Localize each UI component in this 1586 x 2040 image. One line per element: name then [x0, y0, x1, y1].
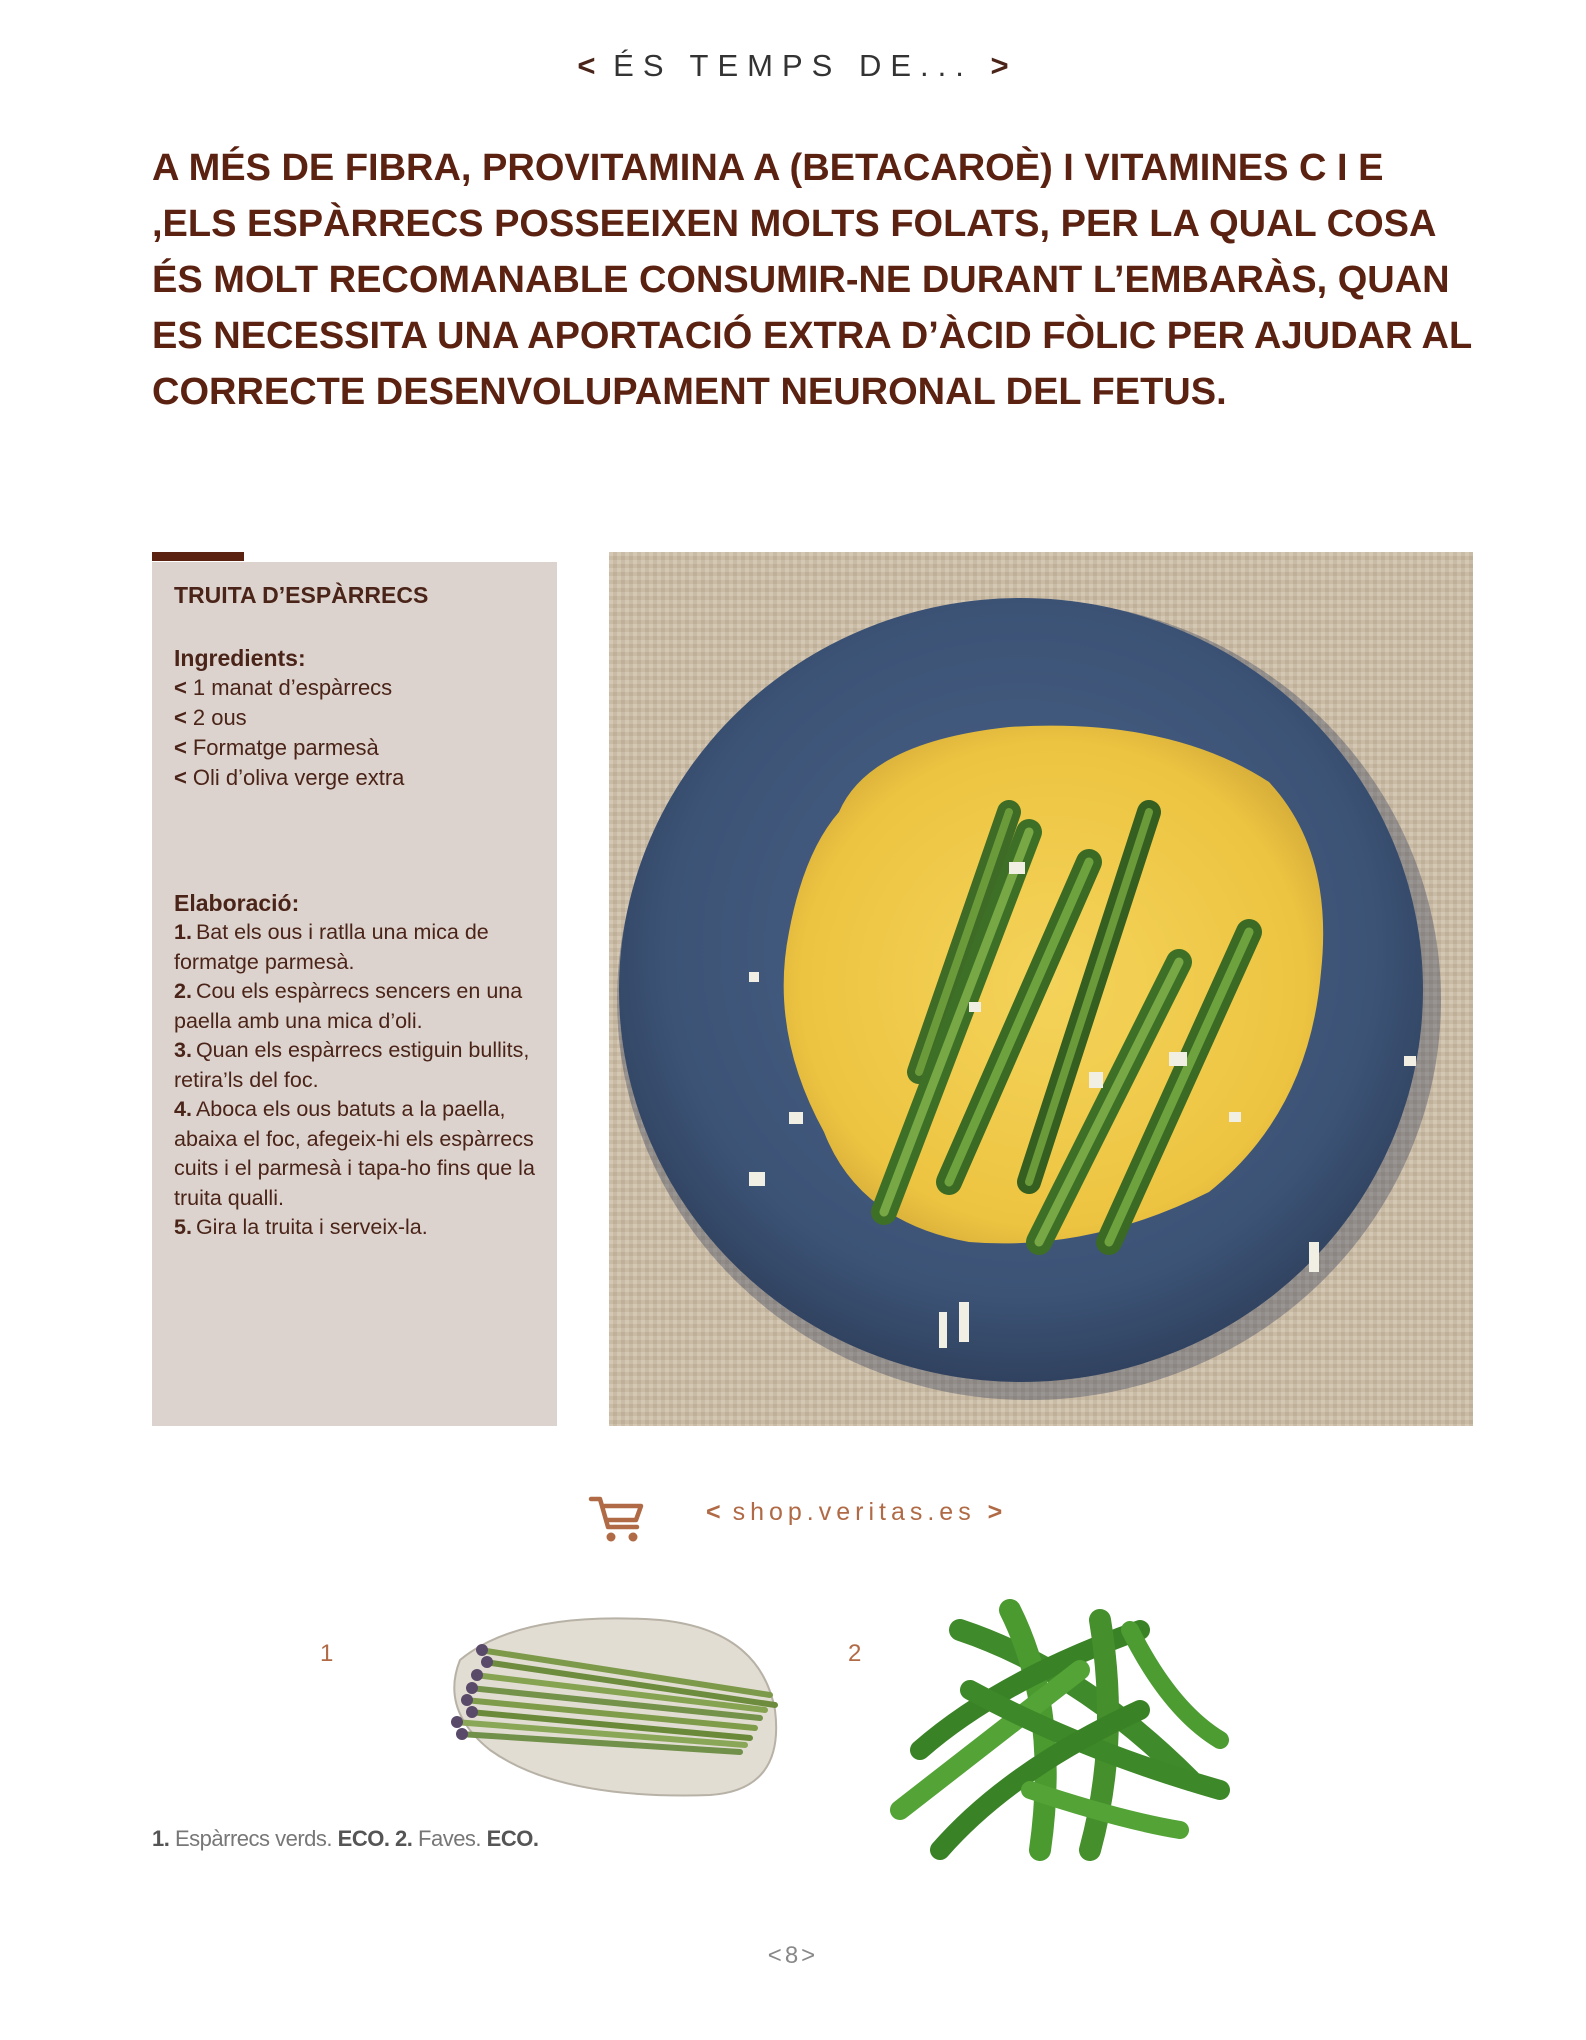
product-number: 1: [320, 1640, 334, 1667]
product-number: 2: [848, 1640, 862, 1667]
step-text: Quan els espàrrecs estiguin bullits, retira’ls del foc.: [174, 1038, 530, 1092]
list-item: [174, 918, 535, 977]
caption-eco: ECO.: [486, 1826, 539, 1851]
omelette-photo: [609, 552, 1473, 1426]
recipe-box: [152, 562, 557, 1426]
step-number: 4.: [174, 1097, 192, 1121]
section-title: ÉS TEMPS DE...: [613, 48, 973, 83]
accent-bar: [152, 552, 244, 561]
shop-link[interactable]: [706, 1498, 1002, 1527]
list-item: [174, 1036, 535, 1095]
list-item: [174, 1095, 535, 1213]
chevron-left-icon: <: [767, 1942, 785, 1969]
caption-text: Espàrrecs verds.: [169, 1826, 338, 1851]
step-number: 1.: [174, 920, 192, 944]
list-item: [174, 673, 535, 703]
recipe-title: TRUITA D’ESPÀRRECS: [174, 582, 429, 608]
step-number: 5.: [174, 1215, 192, 1239]
list-item: [174, 733, 535, 763]
intro-text: A MÉS DE FIBRA, PROVITAMINA A (BETACAROÈ) I VITAMINES C I E ,ELS ESPÀRRECS POSSEEIXEN MOLTS FOLATS, PER LA QUAL COSA ÉS MOLT RECOMANABLE CONSUMIR-NE DURANT L’EMBARÀS, QUAN ES NECESSITA UNA APORTACIÓ EXTRA D’ÀCID FÒLIC PER AJUDAR AL CORRECTE DESENVOLUPAMENT NEURONAL DEL FETUS.: [152, 147, 1472, 413]
chevron-left-icon: <: [706, 1498, 721, 1526]
broad-beans-image[interactable]: [880, 1590, 1260, 1875]
ingredients-list: [174, 673, 535, 793]
ingredient-text: 1 manat d’espàrrecs: [192, 675, 393, 700]
list-item: [174, 977, 535, 1036]
cart-icon[interactable]: [588, 1494, 646, 1544]
section-header: [0, 48, 1586, 84]
caption-eco: ECO.: [337, 1826, 390, 1851]
caption-text: Faves.: [412, 1826, 487, 1851]
ingredient-text: Oli d’oliva verge extra: [192, 765, 405, 790]
caption-number: 2.: [389, 1826, 413, 1851]
step-text: Aboca els ous batuts a la paella, abaixa el foc, afegeix-hi els espàrrecs cuits i el parmesà i tapa-ho fins que la truita qualli.: [174, 1097, 535, 1210]
step-number: 2.: [174, 979, 192, 1003]
product-caption: [152, 1826, 538, 1852]
omelette-image: [609, 552, 1473, 1426]
chevron-left-icon: <: [174, 705, 187, 730]
chevron-left-icon: <: [174, 735, 187, 760]
steps-list: [174, 918, 535, 1243]
list-item: [174, 703, 535, 733]
chevron-left-icon: <: [577, 48, 596, 83]
asparagus-image[interactable]: [440, 1600, 800, 1805]
chevron-right-icon: >: [990, 48, 1009, 83]
list-item: [174, 1213, 535, 1243]
ingredients-heading: Ingredients:: [174, 645, 306, 671]
shop-url[interactable]: shop.veritas.es: [732, 1498, 976, 1526]
chevron-right-icon: >: [801, 1942, 819, 1969]
step-text: Gira la truita i serveix-la.: [195, 1215, 428, 1239]
ingredient-text: Formatge parmesà: [192, 735, 379, 760]
chevron-left-icon: <: [174, 675, 187, 700]
caption-number: 1.: [152, 1826, 170, 1851]
chevron-left-icon: <: [174, 765, 187, 790]
step-text: Cou els espàrrecs sencers en una paella amb una mica d’oli.: [174, 979, 523, 1033]
ingredient-text: 2 ous: [192, 705, 247, 730]
step-number: 3.: [174, 1038, 192, 1062]
page-number: [0, 1942, 1586, 1970]
list-item: [174, 763, 535, 793]
step-text: Bat els ous i ratlla una mica de formatge parmesà.: [174, 920, 489, 974]
chevron-right-icon: >: [987, 1498, 1003, 1526]
elaboration-heading: Elaboració:: [174, 890, 300, 916]
page-number-value: 8: [784, 1942, 802, 1969]
